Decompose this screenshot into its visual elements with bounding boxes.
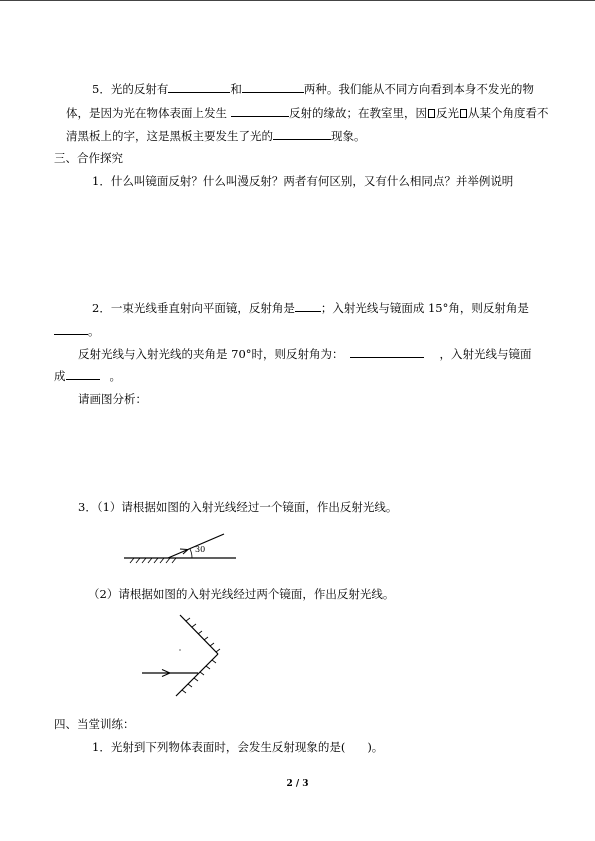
q5-line-2: [66, 105, 549, 120]
q5-text: 5．光的反射有: [92, 82, 169, 96]
double-mirror-figure: [140, 610, 230, 700]
q2-line-4: [54, 368, 121, 383]
answer-blank: [168, 81, 230, 93]
question-text: 2．一束光线垂直射向平面镜，反射角是: [92, 301, 295, 315]
question-text: ；入射光线与镜面成 15°角，则反射角是: [320, 301, 529, 315]
q2-line-2: [54, 323, 100, 338]
box-glyph-icon: [428, 109, 435, 118]
q5-text: 和: [230, 82, 242, 96]
question-text: （2）请根据如图的入射光线经过两个镜面，作出反射光线。: [88, 587, 395, 601]
question-text: ，入射光线与镜面: [439, 347, 532, 361]
page-top-border: [0, 0, 595, 1]
answer-blank: [54, 323, 88, 335]
q1-line: [92, 740, 383, 754]
q5-line-3: [66, 128, 366, 143]
q5-line-1: [92, 81, 534, 96]
question-text: 。: [88, 324, 100, 338]
q5-text: 两种。我们能从不同方向看到本身不发光的物: [303, 82, 534, 96]
answer-blank: [231, 105, 289, 117]
q5-text: 体，是因为光在物体表面上发生: [66, 106, 227, 120]
question-text: 1．光射到下列物体表面时，会发生反射现象的是(: [92, 740, 346, 754]
answer-blank: [350, 346, 424, 358]
instruction-text: 请画图分析：: [78, 392, 147, 406]
question-text: 1．什么叫镜面反射？什么叫漫反射？两者有何区别，又有什么相同点？并举例说明: [92, 174, 514, 188]
single-mirror-figure: [120, 530, 240, 565]
answer-blank: [273, 128, 331, 140]
question-text: 3．（1）请根据如图的入射光线经过一个镜面，作出反射光线。: [78, 500, 398, 514]
question-text: 。: [109, 369, 121, 383]
section-heading: 四、当堂训练：: [54, 717, 135, 731]
q5-text: 现象。: [331, 129, 366, 143]
answer-blank: [295, 300, 321, 312]
answer-blank: [242, 81, 304, 93]
q5-text: 反光: [436, 106, 459, 120]
page-number: 2 / 3: [286, 779, 309, 789]
q5-text: 反射的缘故；在教室里，因: [289, 106, 427, 120]
q5-text: 清黑板上的字，这是黑板主要发生了光的: [66, 129, 273, 143]
q5-text: 从某个角度看不: [468, 106, 549, 120]
q2-line-1: [92, 300, 529, 315]
answer-blank: [66, 368, 100, 380]
question-text: 成: [54, 369, 66, 383]
q2-line-3: [78, 346, 532, 361]
question-text: )。: [367, 740, 384, 754]
angle-label: 30: [195, 545, 206, 554]
section-heading: 三、合作探究: [54, 151, 123, 165]
box-glyph-icon: [460, 109, 467, 118]
question-text: 反射光线与入射光线的夹角是 70°时，则反射角为：: [78, 347, 344, 361]
